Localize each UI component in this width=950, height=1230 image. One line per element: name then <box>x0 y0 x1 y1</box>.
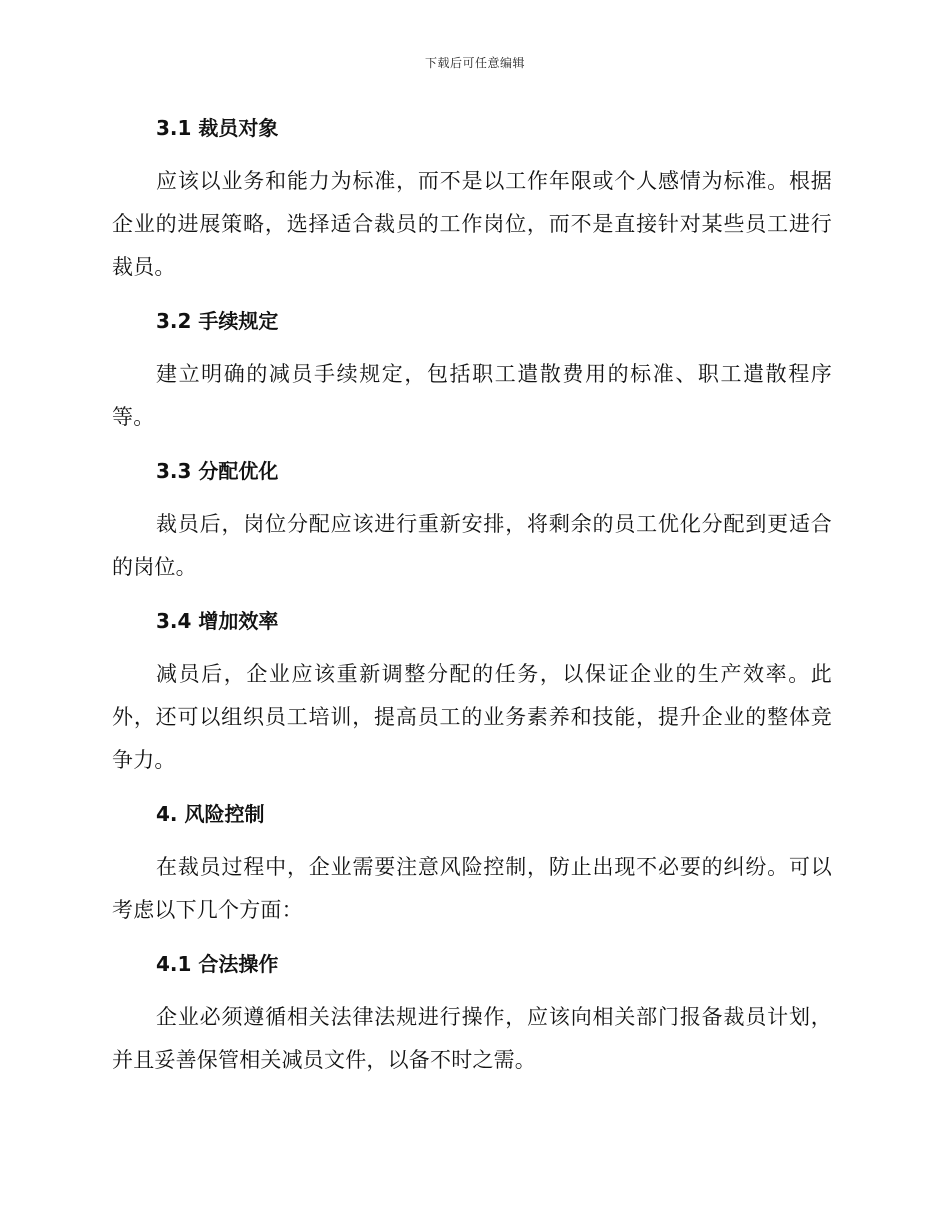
section-paragraph-3-1: 应该以业务和能力为标准，而不是以工作年限或个人感情为标准。根据企业的进展策略，选择适合裁员的工作岗位，而不是直接针对某些员工进行裁员。 <box>112 169 832 279</box>
section-heading-3-4: 3.4 增加效率 <box>156 609 279 633</box>
section-paragraph-4: 在裁员过程中，企业需要注意风险控制，防止出现不必要的纠纷。可以考虑以下几个方面： <box>112 855 832 922</box>
document-body <box>112 108 832 1094</box>
section-heading-4: 4. 风险控制 <box>156 802 265 826</box>
section-heading-3-3: 3.3 分配优化 <box>156 459 279 483</box>
section-paragraph-4-1: 企业必须遵循相关法律法规进行操作，应该向相关部门报备裁员计划，并且妥善保管相关减员文件，以备不时之需。 <box>112 1005 832 1072</box>
section-heading-4-1: 4.1 合法操作 <box>156 952 279 976</box>
section-paragraph-3-4: 减员后，企业应该重新调整分配的任务，以保证企业的生产效率。此外，还可以组织员工培训，提高员工的业务素养和技能，提升企业的整体竞争力。 <box>112 662 832 772</box>
section-paragraph-3-2: 建立明确的减员手续规定，包括职工遣散费用的标准、职工遣散程序等。 <box>112 362 832 429</box>
section-heading-3-1: 3.1 裁员对象 <box>156 116 279 140</box>
section-paragraph-3-3: 裁员后，岗位分配应该进行重新安排，将剩余的员工优化分配到更适合的岗位。 <box>112 512 832 579</box>
section-heading-3-2: 3.2 手续规定 <box>156 309 279 333</box>
header-note: 下载后可任意编辑 <box>424 56 525 70</box>
